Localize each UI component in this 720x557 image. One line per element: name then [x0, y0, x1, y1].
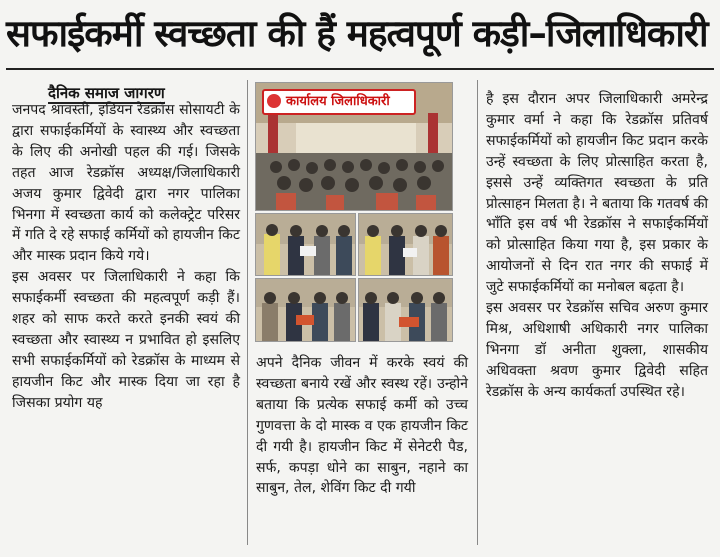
photo-distribution-2 — [358, 213, 453, 276]
photo-people — [359, 214, 452, 275]
office-sign-text: कार्यालय जिलाधिकारी — [286, 94, 390, 109]
article-column-1 — [12, 100, 240, 414]
photo-distribution-4 — [358, 278, 453, 342]
article-column-3 — [486, 89, 708, 403]
headline: सफाईकर्मी स्वच्छता की हैं महत्वपूर्ण कड़ी–जिलाधिकारी — [6, 12, 708, 55]
paragraph: जनपद श्रावस्ती, इंडियन रेडक्रॉस सोसायटी के द्वारा सफाईकर्मियों के स्वास्थ्य और स्वच्छता के लिए की अनोखी पहल की गई। जिसके तहत आज रेडक्रॉस अध्यक्ष/जिलाधिकारी अजय कुमार द्विवेदी द्वारा नगर पालिका भिनगा में स्वच्छता कार्य को कलेक्ट्रेट परिसर में गति दे रहे सफाई कर्मियों को हायजीन किट और मास्क प्रदान किये गये। — [12, 102, 240, 265]
emblem-icon — [267, 94, 281, 108]
column-divider — [477, 80, 478, 545]
office-sign — [262, 89, 416, 115]
photo-distribution-3 — [255, 278, 356, 342]
article-column-2 — [256, 353, 468, 499]
photo-people — [256, 214, 355, 275]
photo-people — [359, 279, 452, 341]
paragraph: इस अवसर पर जिलाधिकारी ने कहा कि सफाईकर्मी स्वच्छता की महत्वपूर्ण कड़ी हैं। शहर को साफ करते करते इनकी स्वयं की स्वच्छता और स्वास्थ्य न प्रभावित हो इसलिए सभी सफाईकर्मियों को रेडक्रॉस के माध्यम से हायजीन किट और मास्क दिया जा रहा है जिसका प्रयोग यह — [12, 269, 240, 411]
paragraph: अपने दैनिक जीवन में करके स्वयं की स्वच्छता बनाये रखें और स्वस्थ रहें। उन्होने बताया कि प्रत्येक सफाई कर्मी को उच्च गुणवत्ता के दो मास्क व एक हायजीन किट दी गयी है। हायजीन किट में सेनेटरी पैड, सर्फ, कपड़ा धोने का साबुन, नहाने का साबुन, तेल, शेविंग किट दी गयी — [256, 355, 468, 497]
source-credit: दैनिक समाज जागरण — [48, 84, 165, 102]
paragraph: है इस दौरान अपर जिलाधिकारी अमरेन्द्र कुमार वर्मा ने कहा कि रेडक्रॉस प्रतिवर्ष सफाईकर्मियों को हायजीन किट प्रदान करके उन्हें स्वच्छता के लिए प्रोत्साहित करता है, इससे उन्हें व्यक्तिगत स्वच्छता के प्रति प्रोत्साहन मिलता है। ने बताया कि गतवर्ष की भाँति इस वर्ष भी रेडक्रॉस ने सफाईकर्मियों को प्रोत्साहित किया गया है, इस प्रकार के आयोजनों से दिन रात नगर की सफाई में जुटे सफाईकर्मियों का मनोबल बढ़ता है। — [486, 91, 708, 296]
photo-people — [256, 279, 355, 341]
headline-rule — [6, 68, 714, 70]
photo-distribution-1 — [255, 213, 356, 276]
photo-main-event — [255, 82, 453, 211]
paragraph: इस अवसर पर रेडक्रॉस सचिव अरुण कुमार मिश्र, अधिशाषी अधिकारी नगर पालिका भिनगा डॉ अनीता शुक्ला, शासकीय अधिवक्ता श्रवण कुमार द्विवेदी सहित रेडक्रॉस के अन्य कार्यकर्ता उपस्थित रहे। — [486, 300, 708, 400]
column-divider — [247, 80, 248, 545]
